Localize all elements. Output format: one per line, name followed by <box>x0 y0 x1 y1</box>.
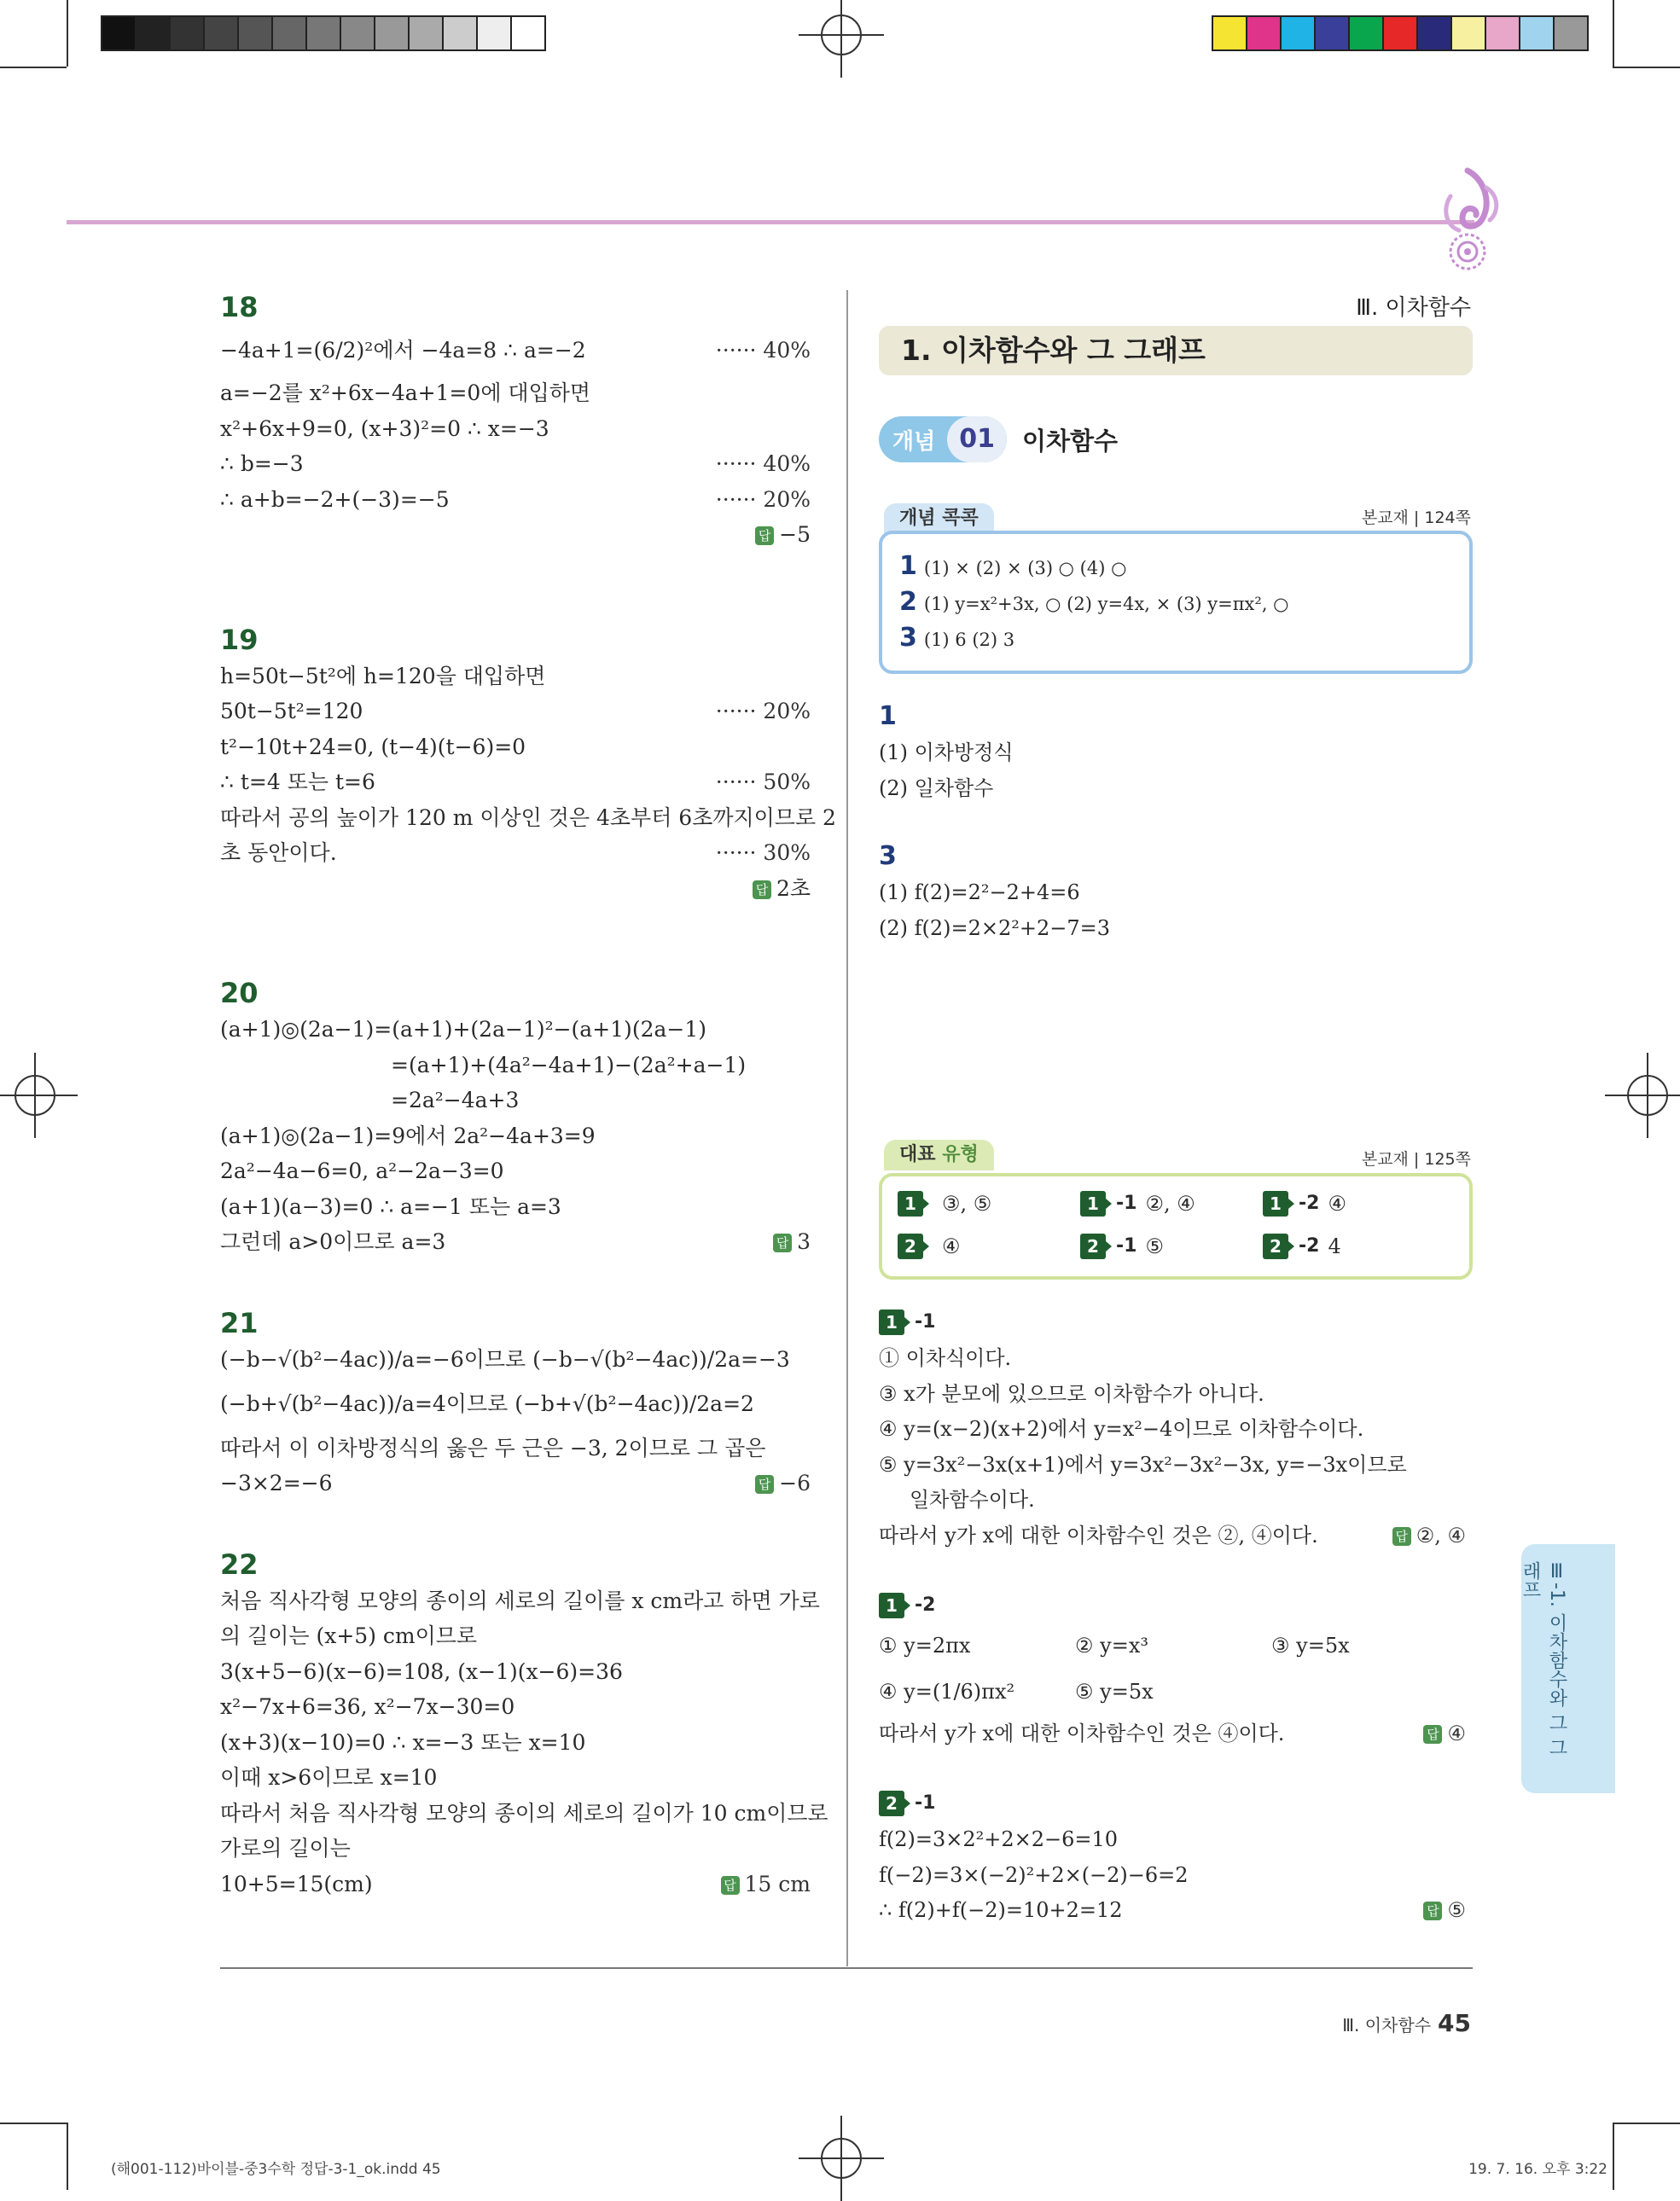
solution-text: a=−2를 x²+6x−4a+1=0에 대입하면 <box>220 380 591 405</box>
type-sub: -1 <box>915 1792 936 1815</box>
solution-line: (2) 일차함수 <box>879 775 994 800</box>
solution-block-3 <box>879 838 1473 946</box>
tab-label: 대표 <box>899 1144 936 1165</box>
answer-inline <box>773 1224 811 1260</box>
answer-value: ②, ④ <box>1416 1523 1466 1548</box>
flourish-icon <box>1433 162 1502 282</box>
row-text: (1) × (2) × (3) ○ (4) ○ <box>923 558 1127 578</box>
tab-highlight: 콕콕 <box>942 508 979 529</box>
answer-mark-icon: 답 <box>755 526 774 545</box>
solution-line: 따라서 처음 직사각형 모양의 종이의 세로의 길이가 10 cm이므로 <box>220 1800 828 1826</box>
solution-text: ∴ t=4 또는 t=6 <box>220 769 375 794</box>
solution-label <box>879 1587 1473 1624</box>
type-answer-value: ②, ④ <box>1145 1192 1195 1216</box>
type-answer <box>898 1187 991 1221</box>
registration-mark <box>821 2138 862 2179</box>
crop-mark <box>0 2123 67 2124</box>
left-column <box>220 288 836 1902</box>
color-strip <box>1212 15 1589 51</box>
solution-text: 따라서 y가 x에 대한 이차함수인 것은 ④이다. <box>879 1722 1285 1745</box>
solution-line: (−b−√(b²−4ac))/a=−6이므로 (−b−√(b²−4ac))/2a=−3 <box>220 1346 790 1372</box>
solution-text: 따라서 y가 x에 대한 이차함수인 것은 ②, ④이다. <box>879 1523 1318 1548</box>
solution-line: 일차함수이다. <box>910 1488 1035 1512</box>
row-number: 3 <box>899 623 917 653</box>
type-sub: -1 <box>915 1311 936 1333</box>
crop-mark <box>1613 2123 1614 2190</box>
choice: ⑤ y=5x <box>1075 1680 1154 1704</box>
solution-text: 50t−5t²=120 <box>220 699 363 723</box>
solution-text: −3×2=−6 <box>220 1471 333 1495</box>
section-title: 1. 이차함수와 그 그래프 <box>879 326 1473 375</box>
type-badge: 2 <box>1263 1234 1288 1259</box>
solution-line: f(2)=3×2²+2×2−6=10 <box>879 1827 1119 1851</box>
registration-mark <box>1627 1075 1668 1116</box>
row-number: 1 <box>899 551 917 581</box>
score-percent: ······ 20% <box>715 699 811 723</box>
concept-badge <box>879 416 1007 462</box>
crop-mark <box>1613 67 1680 68</box>
answer-value: ④ <box>1447 1722 1466 1745</box>
types-answer-box <box>879 1173 1473 1280</box>
print-slug-date: 19. 7. 16. 오후 3:22 <box>1468 2161 1607 2178</box>
solution-line: (a+1)(a−3)=0 ∴ a=−1 또는 a=3 <box>220 1193 561 1219</box>
solution-block-2-1 <box>879 1785 1473 1929</box>
solution-line <box>220 326 817 375</box>
solution-text: 따라서 공의 높이가 120 m 이상인 것은 4초부터 6초까지이므로 2 <box>220 804 836 830</box>
answer-mark-icon: 답 <box>755 1475 774 1494</box>
choice: ① y=2πx <box>879 1634 971 1658</box>
solution-block-1-1 <box>879 1304 1473 1553</box>
problem-number: 3 <box>879 841 897 871</box>
score-percent: ······ 30% <box>715 840 811 865</box>
solution-line: x²−7x+6=36, x²−7x−30=0 <box>220 1694 515 1719</box>
registration-mark <box>821 15 862 55</box>
type-answer <box>898 1229 961 1263</box>
type-answer <box>1080 1229 1164 1263</box>
crop-mark <box>67 2123 68 2190</box>
crop-mark <box>1613 2123 1680 2124</box>
solution-line <box>879 1893 1473 1929</box>
solution-line <box>220 482 817 518</box>
answer-line <box>220 517 817 553</box>
score-percent: ······ 40% <box>715 451 811 476</box>
solution-line: =(a+1)+(4a²−4a+1)−(2a²+a−1) <box>391 1052 747 1077</box>
tab-label: 개념 <box>899 508 936 529</box>
type-answer-value: ③, ⑤ <box>942 1192 992 1216</box>
type-badge: 1 <box>879 1593 904 1618</box>
solution-text: t²−10t+24=0, (t−4)(t−6)=0 <box>220 734 526 759</box>
solution-line <box>220 800 836 836</box>
solution-line: 이때 x>6이므로 x=10 <box>220 1765 438 1790</box>
check-tab <box>884 503 994 534</box>
problem-number: 19 <box>220 623 259 656</box>
solution-line: =2a²−4a+3 <box>391 1088 520 1112</box>
solution-line: 3(x+5−6)(x−6)=108, (x−1)(x−6)=36 <box>220 1658 623 1684</box>
solution-text: 10+5=15(cm) <box>220 1871 373 1896</box>
answer-inline <box>755 1466 811 1501</box>
type-badge: 1 <box>879 1310 904 1335</box>
solution-block-1-2 <box>879 1587 1473 1752</box>
choice-row <box>879 1624 1473 1667</box>
problem-number: 18 <box>220 291 259 323</box>
problem-number: 21 <box>220 1306 259 1339</box>
solution-line <box>220 835 817 871</box>
type-badge: 1 <box>1263 1191 1288 1217</box>
textbook-reference: 본교재 | 124쪽 <box>1361 508 1471 527</box>
concept-number: 01 <box>947 416 1007 462</box>
solution-line: 따라서 이 이차방정식의 옳은 두 근은 −3, 2이므로 그 곱은 <box>220 1435 766 1461</box>
chapter-side-tab-label: Ⅲ-1. 이차함수와 그 그래프 <box>1520 1561 1567 1757</box>
check-row <box>899 585 1289 621</box>
solution-line <box>220 659 817 694</box>
page-footer <box>1342 2009 1471 2037</box>
solution-line: 의 길이는 (x+5) cm이므로 <box>220 1623 478 1648</box>
solution-line: (−b+√(b²−4ac))/a=4이므로 (−b+√(b²−4ac))/2a=2 <box>220 1391 754 1416</box>
solution-line <box>220 411 817 447</box>
answer-inline <box>1423 1716 1466 1752</box>
solution-text: −4a+1=(6/2)²에서 −4a=8 ∴ a=−2 <box>220 338 586 363</box>
solution-line: (1) f(2)=2²−2+4=6 <box>879 880 1080 904</box>
crop-mark <box>0 67 67 68</box>
concept-badge-label: 개념 <box>892 428 936 455</box>
type-sub: -1 <box>1116 1193 1137 1214</box>
solution-line: (1) 이차방정식 <box>879 740 1014 764</box>
answer-mark-icon: 답 <box>721 1876 740 1895</box>
choice: ④ y=(1/6)πx² <box>879 1680 1015 1704</box>
solution-line <box>220 694 817 729</box>
concept-name: 이차함수 <box>1021 426 1119 456</box>
type-answer-value: ④ <box>1328 1192 1346 1216</box>
type-badge: 2 <box>1080 1234 1106 1259</box>
crop-mark <box>1613 0 1614 67</box>
answer-value: −6 <box>779 1471 811 1495</box>
problem-number: 22 <box>220 1548 259 1581</box>
type-badge: 2 <box>898 1234 923 1259</box>
solution-line: ④ y=(x−2)(x+2)에서 y=x²−4이므로 이차함수이다. <box>879 1417 1364 1441</box>
answer-line <box>220 871 817 907</box>
solution-line: ⑤ y=3x²−3x(x+1)에서 y=3x²−3x²−3x, y=−3x이므로 <box>879 1452 1407 1477</box>
solution-line: (a+1)◎(2a−1)=9에서 2a²−4a+3=9 <box>220 1123 596 1148</box>
answer-value: −5 <box>779 522 811 547</box>
type-answer-value: 4 <box>1328 1234 1341 1258</box>
answer-value: 3 <box>797 1229 811 1254</box>
type-answer-value: ④ <box>942 1234 961 1258</box>
solution-line: 가로의 길이는 <box>220 1836 351 1861</box>
score-percent: ······ 50% <box>715 769 811 794</box>
type-badge: 2 <box>879 1791 904 1816</box>
tab-highlight: 유형 <box>942 1144 979 1165</box>
solution-block-1 <box>879 698 1473 806</box>
answer-inline <box>721 1867 811 1902</box>
grayscale-strip <box>101 15 546 51</box>
solution-text: ∴ f(2)+f(−2)=10+2=12 <box>879 1898 1123 1922</box>
print-slug-file: (해001-112)바이블-중3수학 정답-3-1_ok.indd 45 <box>111 2161 441 2178</box>
solution-line <box>220 446 817 482</box>
answer-mark-icon: 답 <box>1392 1527 1411 1546</box>
score-percent: ······ 40% <box>715 338 811 363</box>
textbook-reference: 본교재 | 125쪽 <box>1361 1150 1471 1169</box>
solution-line: (x+3)(x−10)=0 ∴ x=−3 또는 x=10 <box>220 1729 586 1755</box>
solution-text: 그런데 a>0이므로 a=3 <box>220 1229 446 1254</box>
solution-line: (a+1)◎(2a−1)=(a+1)+(2a−1)²−(a+1)(2a−1) <box>220 1017 706 1042</box>
solution-line <box>220 1224 817 1260</box>
solution-line: (2) f(2)=2×2²+2−7=3 <box>879 915 1111 940</box>
answer-value: 15 cm <box>744 1871 811 1896</box>
problem-number: 20 <box>220 977 259 1009</box>
footer-chapter: Ⅲ. 이차함수 <box>1342 2015 1432 2035</box>
solution-line: 2a²−4a−6=0, a²−2a−3=0 <box>220 1159 504 1183</box>
type-sub: -2 <box>915 1594 936 1617</box>
answer-mark-icon: 답 <box>1423 1902 1442 1920</box>
type-sub: -2 <box>1299 1193 1320 1214</box>
concept-heading <box>879 416 1118 462</box>
solution-line: 처음 직사각형 모양의 종이의 세로의 길이를 x cm라고 하면 가로 <box>220 1588 820 1613</box>
solution-line: f(−2)=3×(−2)²+2×(−2)−6=2 <box>879 1862 1189 1887</box>
solution-line <box>220 764 817 800</box>
answer-mark-icon: 답 <box>773 1234 792 1252</box>
type-badge: 1 <box>898 1191 923 1217</box>
type-sub: -1 <box>1116 1235 1137 1257</box>
type-badge: 1 <box>1080 1191 1106 1217</box>
registration-mark <box>15 1075 55 1116</box>
score-percent: ······ 20% <box>715 486 811 512</box>
row-number: 2 <box>899 587 917 617</box>
choice: ③ y=5x <box>1271 1634 1350 1658</box>
types-tab <box>884 1140 994 1170</box>
answer-inline <box>1423 1893 1466 1929</box>
type-answer-value: ⑤ <box>1145 1234 1164 1258</box>
row-text: (1) 6 (2) 3 <box>923 630 1015 650</box>
solution-line <box>220 1466 817 1501</box>
type-sub: -2 <box>1299 1235 1320 1257</box>
answer-value: ⑤ <box>1447 1898 1466 1922</box>
column-divider <box>846 290 848 1966</box>
answer-mark-icon: 답 <box>1423 1725 1442 1744</box>
solution-line <box>879 1519 1473 1554</box>
solution-line <box>220 1867 817 1902</box>
crop-mark <box>67 0 68 67</box>
answer-value: 2초 <box>776 875 811 901</box>
solution-text: h=50t−5t²에 h=120을 대입하면 <box>220 663 546 688</box>
solution-text: 초 동안이다. <box>220 840 337 865</box>
type-answer <box>1263 1229 1341 1263</box>
solution-line <box>220 729 817 765</box>
solution-line: ① 이차식이다. <box>879 1346 1012 1370</box>
type-answer <box>1080 1187 1195 1221</box>
solution-text: ∴ b=−3 <box>220 451 304 476</box>
footer-divider <box>220 1967 1473 1969</box>
check-row <box>899 549 1126 585</box>
solution-line: ③ x가 분모에 있으므로 이차함수가 아니다. <box>879 1381 1264 1406</box>
row-text: (1) y=x²+3x, ○ (2) y=4x, × (3) y=πx², ○ <box>923 594 1289 614</box>
problem-number: 1 <box>879 701 897 731</box>
choice: ② y=x³ <box>1075 1634 1148 1658</box>
answer-inline <box>1392 1519 1466 1554</box>
solution-text: x²+6x+9=0, (x+3)²=0 ∴ x=−3 <box>220 415 549 441</box>
header-line <box>67 220 1474 224</box>
solution-line <box>220 375 817 411</box>
type-answer <box>1263 1187 1346 1221</box>
chapter-label: Ⅲ. 이차함수 <box>1356 295 1471 321</box>
solution-line <box>879 1716 1473 1752</box>
choice-row <box>879 1667 1473 1716</box>
check-row <box>899 621 1014 657</box>
solution-label <box>879 1785 1473 1822</box>
page-number: 45 <box>1438 2009 1471 2037</box>
answer-mark-icon: 답 <box>753 880 771 899</box>
solution-text: ∴ a+b=−2+(−3)=−5 <box>220 486 450 512</box>
check-answer-box <box>879 531 1473 674</box>
solution-label <box>879 1304 1473 1341</box>
